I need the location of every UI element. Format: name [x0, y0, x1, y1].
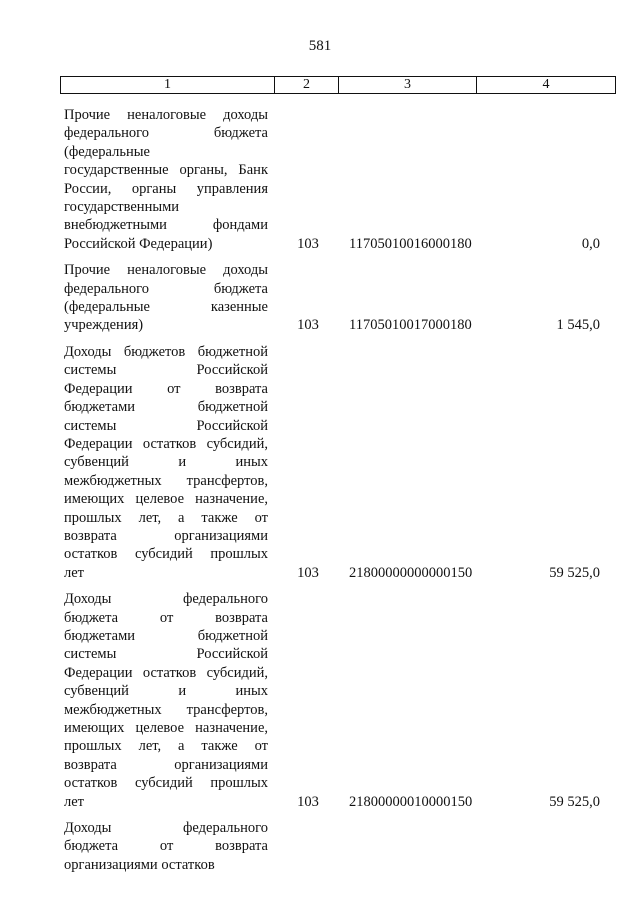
- description-line: Российской Федерации): [64, 235, 213, 252]
- description-line: бюджетами бюджетной: [64, 627, 268, 644]
- description-line: государственными: [64, 199, 180, 216]
- description-line: государственные органы, Банк: [64, 162, 268, 179]
- page-number: 581: [308, 38, 332, 54]
- description-line: прошлых лет, а также от: [64, 738, 268, 755]
- column-header-2: 2: [275, 77, 339, 93]
- description-line: субвенций и иных: [64, 454, 268, 471]
- table-row: [0, 819, 640, 874]
- row-description: [64, 261, 268, 335]
- description-line: федерального бюджета: [64, 125, 268, 142]
- description-line: учреждения): [64, 317, 144, 334]
- description-line: внебюджетными фондами: [64, 217, 268, 234]
- column-header-3: 3: [339, 77, 477, 93]
- table-body: [0, 106, 640, 882]
- row-description: [64, 343, 268, 582]
- table-row: [0, 590, 640, 811]
- admin-code-cell: 103: [297, 317, 319, 334]
- classification-code-cell: 21800000010000150: [349, 793, 473, 810]
- column-header-row: [60, 76, 616, 94]
- admin-code-cell: 103: [297, 793, 319, 810]
- amount-cell: 59 525,0: [549, 793, 600, 810]
- description-line: возврата организациями: [64, 527, 268, 544]
- description-line: Доходы федерального: [64, 820, 268, 837]
- row-description: [64, 819, 268, 874]
- description-line: прошлых лет, а также от: [64, 509, 268, 526]
- table-row: [0, 343, 640, 582]
- description-line: межбюджетных трансфертов,: [64, 472, 268, 489]
- description-line: системы Российской: [64, 362, 268, 379]
- description-line: Доходы бюджетов бюджетной: [64, 343, 268, 360]
- amount-cell: 1 545,0: [556, 317, 600, 334]
- description-line: Прочие неналоговые доходы: [64, 262, 268, 279]
- table-row: [0, 261, 640, 335]
- description-line: бюджетами бюджетной: [64, 399, 268, 416]
- description-line: (федеральные казенные: [64, 299, 268, 316]
- description-line: Федерации остатков субсидий,: [64, 664, 268, 681]
- description-line: лет: [64, 793, 85, 810]
- description-line: имеющих целевое назначение,: [64, 491, 268, 508]
- description-line: Федерации остатков субсидий,: [64, 435, 268, 452]
- amount-cell: 0,0: [581, 235, 600, 252]
- classification-code-cell: 11705010017000180: [349, 317, 472, 334]
- description-line: межбюджетных трансфертов,: [64, 701, 268, 718]
- row-description: [64, 106, 268, 253]
- description-line: системы Российской: [64, 417, 268, 434]
- admin-code-cell: 103: [297, 235, 319, 252]
- description-line: (федеральные: [64, 143, 150, 160]
- description-line: Федерации от возврата: [64, 380, 268, 397]
- description-line: остатков субсидий прошлых: [64, 775, 268, 792]
- row-description: [64, 590, 268, 811]
- description-line: бюджета от возврата: [64, 609, 268, 626]
- amount-cell: 59 525,0: [549, 564, 600, 581]
- description-line: лет: [64, 564, 85, 581]
- description-line: федерального бюджета: [64, 280, 268, 297]
- column-header-1: 1: [61, 77, 275, 93]
- description-line: России, органы управления: [64, 180, 268, 197]
- classification-code-cell: 11705010016000180: [349, 235, 472, 252]
- description-line: бюджета от возврата: [64, 838, 268, 855]
- description-line: Доходы федерального: [64, 591, 268, 608]
- description-line: возврата организациями: [64, 756, 268, 773]
- description-line: Прочие неналоговые доходы: [64, 107, 268, 123]
- description-line: организациями остатков: [64, 856, 215, 873]
- column-header-4: 4: [542, 77, 550, 92]
- classification-code-cell: 21800000000000150: [349, 564, 473, 581]
- admin-code-cell: 103: [297, 564, 319, 581]
- table-row: [0, 106, 640, 253]
- description-line: субвенций и иных: [64, 683, 268, 700]
- description-line: остатков субсидий прошлых: [64, 546, 268, 563]
- description-line: системы Российской: [64, 646, 268, 663]
- description-line: имеющих целевое назначение,: [64, 720, 268, 736]
